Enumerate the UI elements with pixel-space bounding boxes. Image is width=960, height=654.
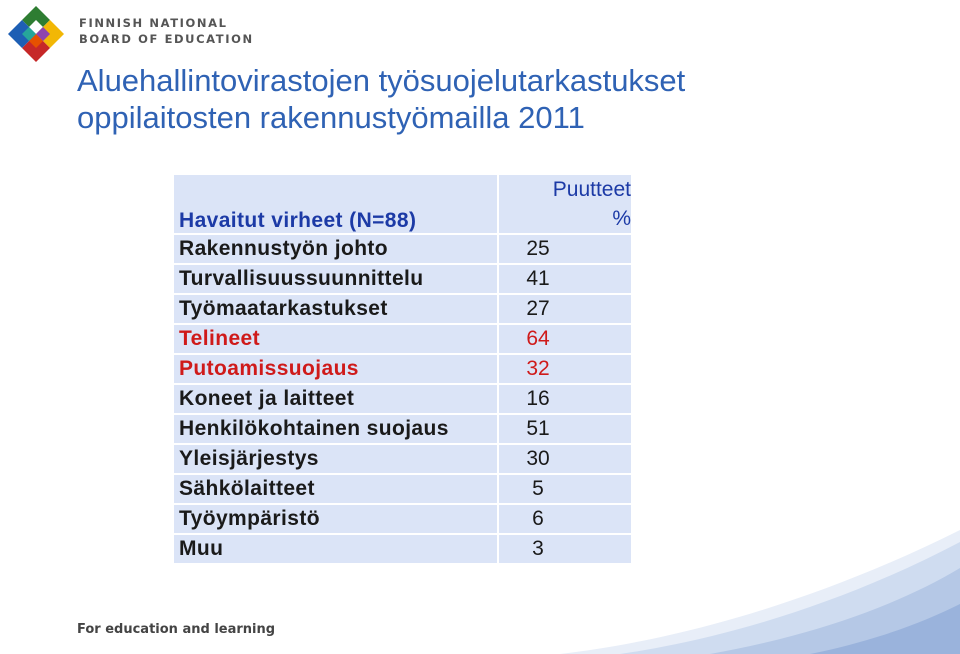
- row-label: Henkilökohtainen suojaus: [174, 415, 497, 443]
- title-line-1: Aluehallintovirastojen työsuojelutarkastukset: [77, 63, 686, 98]
- organization-name: [79, 16, 254, 47]
- finnish-national-board-logo-icon: [8, 6, 64, 62]
- row-label: Sähkölaitteet: [174, 475, 497, 503]
- row-label: Koneet ja laitteet: [174, 385, 497, 413]
- page-title: [77, 62, 685, 136]
- header-value: [497, 175, 631, 233]
- row-label: Yleisjärjestys: [174, 445, 497, 473]
- row-label: Turvallisuussuunnittelu: [174, 265, 497, 293]
- header-label: Havaitut virheet (N=88): [174, 175, 497, 233]
- row-label: Muu: [174, 535, 497, 563]
- table-row: [174, 475, 631, 503]
- row-value: 6: [532, 507, 544, 530]
- row-label: Työympäristö: [174, 505, 497, 533]
- title-line-2: oppilaitosten rakennustyömailla 2011: [77, 100, 585, 135]
- table-row: [174, 415, 631, 443]
- row-label: Rakennustyön johto: [174, 235, 497, 263]
- row-label: Telineet: [174, 325, 497, 353]
- findings-table: [174, 173, 631, 565]
- header-value-line-2: %: [612, 207, 631, 230]
- row-value: 32: [526, 357, 550, 380]
- table-row-highlighted: [174, 325, 631, 353]
- row-value: 64: [526, 327, 550, 350]
- row-value: 25: [526, 237, 550, 260]
- table-row: [174, 295, 631, 323]
- row-value: 41: [526, 267, 550, 290]
- table-row: [174, 235, 631, 263]
- row-value: 27: [526, 297, 550, 320]
- organization-line-1: FINNISH NATIONAL: [79, 16, 228, 30]
- footer-tagline: For education and learning: [77, 622, 276, 637]
- table-row: [174, 385, 631, 413]
- row-value: 30: [526, 447, 550, 470]
- header-value-line-1: Puutteet: [552, 178, 631, 201]
- row-value: 16: [526, 387, 550, 410]
- row-label: Putoamissuojaus: [174, 355, 497, 383]
- table-row: [174, 445, 631, 473]
- table-row: [174, 265, 631, 293]
- row-value: 3: [532, 537, 544, 560]
- row-label: Työmaatarkastukset: [174, 295, 497, 323]
- organization-line-2: BOARD OF EDUCATION: [79, 31, 254, 46]
- table-header-row: [174, 175, 631, 233]
- row-value: 5: [532, 477, 544, 500]
- table-row-highlighted: [174, 355, 631, 383]
- row-value: 51: [526, 417, 550, 440]
- decorative-swoosh-icon: [560, 520, 960, 654]
